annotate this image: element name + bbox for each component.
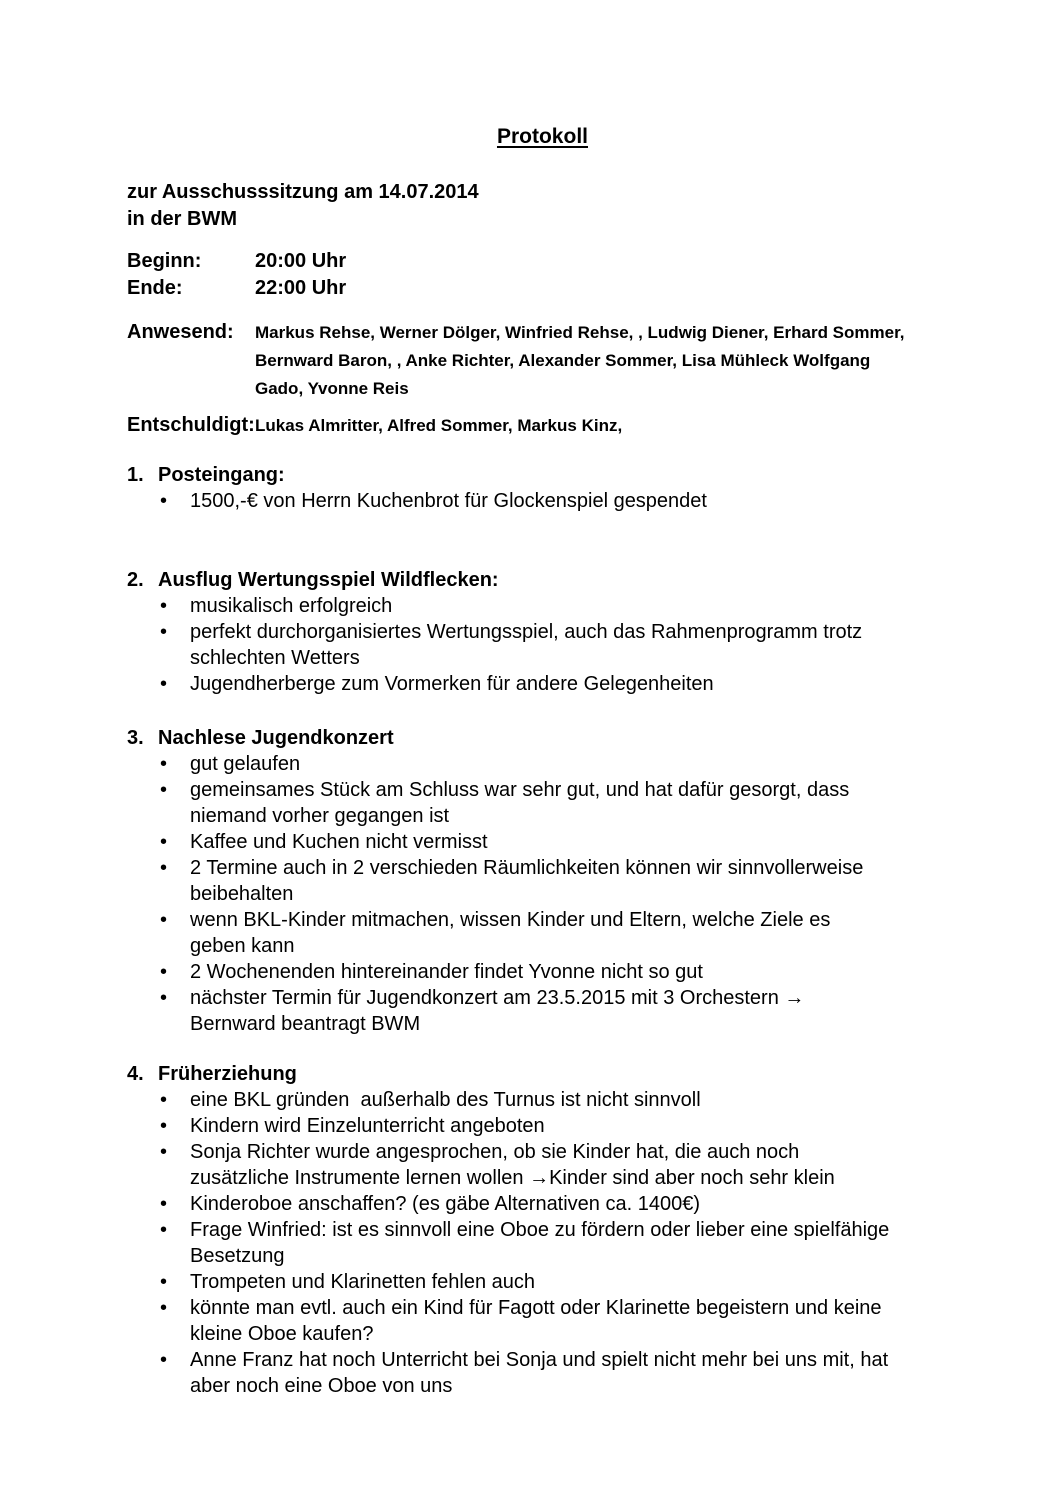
- meeting-times: [127, 248, 958, 302]
- list-item: [127, 1217, 958, 1269]
- bullet-icon: •: [160, 621, 168, 643]
- list-item-text: eine BKL gründen außerhalb des Turnus ist nicht sinnvoll: [190, 1089, 701, 1111]
- list-item: [127, 619, 958, 671]
- meeting-end-row: [127, 275, 958, 302]
- list-item: [127, 1191, 958, 1217]
- section-heading-row: [127, 567, 958, 593]
- list-item-text: 2 Termine auch in 2 verschieden Räumlichkeiten können wir sinnvollerweise beibehalten: [190, 857, 869, 905]
- subtitle-line-location: in der BWM: [127, 208, 237, 230]
- excused-label: Entschuldigt:: [127, 414, 255, 436]
- list-item: [127, 1113, 958, 1139]
- list-item: [127, 671, 958, 697]
- list-item: [127, 777, 958, 829]
- bullet-icon: •: [160, 1271, 168, 1293]
- list-item: [127, 593, 958, 619]
- list-item: [127, 985, 958, 1037]
- list-item: [127, 751, 958, 777]
- section-heading: Nachlese Jugendkonzert: [158, 727, 394, 749]
- list-item: [127, 959, 958, 985]
- bullet-icon: •: [160, 857, 168, 879]
- bullet-icon: •: [160, 1089, 168, 1111]
- list-item-text: Frage Winfried: ist es sinnvoll eine Oboe zu fördern oder lieber eine spielfähige Besetzung: [190, 1219, 895, 1267]
- list-item-text: perfekt durchorganisiertes Wertungsspiel, auch das Rahmenprogramm trotz schlechten Wetters: [190, 621, 868, 669]
- list-item-text: könnte man evtl. auch ein Kind für Fagott oder Klarinette begeistern und keine kleine Oboe kaufen?: [190, 1297, 888, 1345]
- bullet-icon: •: [160, 1349, 168, 1371]
- section-heading-row: [127, 462, 958, 488]
- bullet-icon: •: [160, 673, 168, 695]
- begin-label: Beginn:: [127, 250, 202, 272]
- section-heading-row: [127, 1061, 958, 1087]
- section-number: 2.: [127, 569, 144, 591]
- list-item: [127, 488, 958, 514]
- section-heading: Ausflug Wertungsspiel Wildflecken:: [158, 569, 499, 591]
- list-item: [127, 1269, 958, 1295]
- list-item-text: Jugendherberge zum Vormerken für andere Gelegenheiten: [190, 673, 714, 695]
- bullet-icon: •: [160, 1297, 168, 1319]
- list-item-text: Kinderoboe anschaffen? (es gäbe Alternativen ca. 1400€): [190, 1193, 700, 1215]
- list-item: [127, 1087, 958, 1113]
- section-heading: Früherziehung: [158, 1063, 297, 1085]
- list-item: [127, 1347, 958, 1399]
- list-item-text: 2 Wochenenden hintereinander findet Yvonne nicht so gut: [190, 961, 703, 983]
- list-item-text: gut gelaufen: [190, 753, 301, 775]
- bullet-icon: •: [160, 779, 168, 801]
- bullet-icon: •: [160, 753, 168, 775]
- list-item: [127, 1139, 958, 1191]
- bullet-icon: •: [160, 987, 168, 1009]
- bullet-icon: •: [160, 961, 168, 983]
- bullet-icon: •: [160, 595, 168, 617]
- subtitle-line-meeting: zur Ausschusssitzung am 14.07.2014: [127, 181, 479, 203]
- list-item: [127, 855, 958, 907]
- section-nachlese-jugendkonzert: [127, 725, 958, 1037]
- attendance-block: [127, 318, 958, 440]
- document-subtitle: [127, 179, 958, 233]
- present-label: Anwesend:: [127, 321, 234, 343]
- section-ausflug-wertungsspiel: [127, 567, 958, 697]
- meeting-start-row: [127, 248, 958, 275]
- list-item: [127, 829, 958, 855]
- list-item-text: musikalisch erfolgreich: [190, 595, 393, 617]
- list-item-text: Kaffee und Kuchen nicht vermisst: [190, 831, 488, 853]
- bullet-icon: •: [160, 909, 168, 931]
- bullet-icon: •: [160, 831, 168, 853]
- excused-names: Lukas Almritter, Alfred Sommer, Markus Kinz,: [255, 416, 623, 435]
- document-title: Protokoll: [496, 125, 588, 148]
- present-names: Markus Rehse, Werner Dölger, Winfried Rehse, , Ludwig Diener, Erhard Sommer, Bernward Baron, , Anke Richter, Alexander Sommer, Lisa Mühleck Wolfgang Gado, Yvonne Reis: [255, 323, 910, 398]
- end-label: Ende:: [127, 277, 183, 299]
- bullet-icon: •: [160, 1115, 168, 1137]
- begin-value: 20:00 Uhr: [255, 250, 347, 272]
- list-item-text: wenn BKL-Kinder mitmachen, wissen Kinder und Eltern, welche Ziele es geben kann: [190, 909, 836, 957]
- section-number: 1.: [127, 464, 144, 486]
- list-item-text: Trompeten und Klarinetten fehlen auch: [190, 1271, 536, 1293]
- section-posteingang: [127, 462, 958, 514]
- bullet-icon: •: [160, 490, 168, 512]
- list-item-text: 1500,-€ von Herrn Kuchenbrot für Glockenspiel gespendet: [190, 490, 707, 512]
- section-heading-row: [127, 725, 958, 751]
- bullet-icon: •: [160, 1141, 168, 1163]
- list-item-text: gemeinsames Stück am Schluss war sehr gut, und hat dafür gesorgt, dass niemand vorher gegangen ist: [190, 779, 855, 827]
- bullet-icon: •: [160, 1219, 168, 1241]
- list-item-text: Sonja Richter wurde angesprochen, ob sie Kinder hat, die auch noch zusätzliche Instrumente lernen wollen →Kinder sind aber noch sehr klein: [190, 1141, 835, 1189]
- list-item-text: Kindern wird Einzelunterricht angeboten: [190, 1115, 545, 1137]
- section-heading: Posteingang:: [158, 464, 285, 486]
- section-number: 3.: [127, 727, 144, 749]
- attendance-excused-row: [127, 411, 958, 440]
- section-number: 4.: [127, 1063, 144, 1085]
- list-item-text: nächster Termin für Jugendkonzert am 23.5.2015 mit 3 Orchestern → Bernward beantragt BWM: [190, 987, 810, 1035]
- section-frueherziehung: [127, 1061, 958, 1399]
- list-item: [127, 907, 958, 959]
- bullet-icon: •: [160, 1193, 168, 1215]
- end-value: 22:00 Uhr: [255, 277, 347, 299]
- list-item-text: Anne Franz hat noch Unterricht bei Sonja und spielt nicht mehr bei uns mit, hat aber noch eine Oboe von uns: [190, 1349, 894, 1397]
- attendance-present-row: [127, 318, 958, 403]
- list-item: [127, 1295, 958, 1347]
